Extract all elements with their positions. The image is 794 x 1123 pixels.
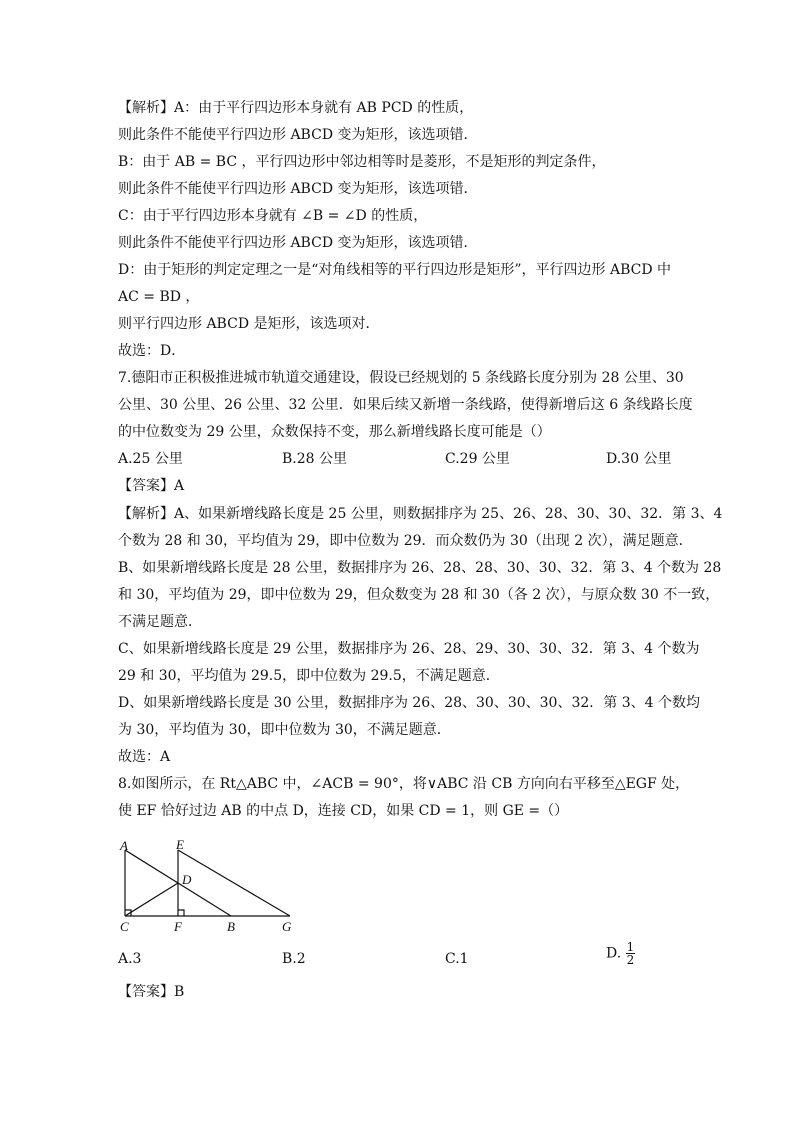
q8-option-d-label: D. xyxy=(606,945,622,962)
q7-choice-line: 故选：A xyxy=(118,749,171,765)
q7-analysis-2: 个数为 28 和 30，平均值为 29，即中位数为 29．而众数仍为 30（出现 2 次），满足题意． xyxy=(118,533,693,549)
q7-analysis-8: D、如果新增线路长度是 30 公里，数据排序为 26、28、30、30、30、32．第 3、4 个数均 xyxy=(118,695,700,711)
q7-option-b: B.28 公里 xyxy=(282,451,348,467)
q7-analysis-3: B、如果新增线路长度是 28 公里，数据排序为 26、28、28、30、30、32．第 3、4 个数为 28 xyxy=(118,560,722,576)
label-b: B xyxy=(227,919,235,934)
q7-analysis-7: 29 和 30，平均值为 29.5，即中位数为 29.5，不满足题意． xyxy=(118,668,500,684)
q8-option-b: B.2 xyxy=(282,951,306,967)
label-f: F xyxy=(174,919,182,934)
analysis-line-2: 则此条件不能使平行四边形 ABCD 变为矩形，该选项错． xyxy=(118,127,478,143)
q8-option-c: C.1 xyxy=(445,951,469,967)
q7-text-2: 公里、30 公里、26 公里、32 公里．如果后续又新增一条线路，使得新增后这 6 条线路长度 xyxy=(118,397,693,413)
q7-analysis-1: 【解析】A、如果新增线路长度是 25 公里，则数据排序为 25、26、28、30、30、32．第 3、4 xyxy=(118,506,723,522)
analysis-line-5: C：由于平行四边形本身就有 ∠B = ∠D 的性质， xyxy=(118,208,428,224)
fraction-denominator: 2 xyxy=(626,953,635,967)
analysis-line-7: D：由于矩形的判定定理之一是“对角线相等的平行四边形是矩形”，平行四边形 ABCD 中 xyxy=(118,262,672,278)
q8-option-d xyxy=(606,941,635,966)
label-a: A xyxy=(120,838,128,853)
q7-analysis-9: 为 30，平均值为 30，即中位数为 30，不满足题意． xyxy=(118,722,451,738)
label-g: G xyxy=(282,919,292,934)
q7-text-3: 的中位数变为 29 公里，众数保持不变，那么新增线路长度可能是（） xyxy=(118,424,551,440)
q8-text-1: 8.如图所示，在 Rt△ABC 中，∠ACB = 90°，将∨ABC 沿 CB 方向向右平移至△EGF 处， xyxy=(118,776,690,792)
q7-text-1: 7.德阳市正积极推进城市轨道交通建设，假设已经规划的 5 条线路长度分别为 28 公里、30 xyxy=(118,370,684,386)
analysis-line-4: 则此条件不能使平行四边形 ABCD 变为矩形，该选项错． xyxy=(118,181,478,197)
q7-analysis-4: 和 30，平均值为 29，即中位数为 29，但众数变为 28 和 30（各 2 次），与原众数 30 不一致， xyxy=(118,587,720,603)
q8-option-a: A.3 xyxy=(118,951,142,967)
q7-analysis-6: C、如果新增线路长度是 29 公里，数据排序为 26、28、29、30、30、32．第 3、4 个数为 xyxy=(118,641,700,657)
label-c: C xyxy=(120,919,129,934)
triangle-figure xyxy=(112,836,312,941)
label-e: E xyxy=(176,837,184,852)
q7-option-a: A.25 公里 xyxy=(118,451,183,467)
analysis-line-1: 【解析】A：由于平行四边形本身就有 AB PCD 的性质， xyxy=(118,100,474,116)
choice-line: 故选：D． xyxy=(118,343,186,359)
analysis-line-3: B：由于 AB = BC ，平行四边形中邻边相等时是菱形，不是矩形的判定条件， xyxy=(118,154,606,170)
analysis-line-8: AC = BD ， xyxy=(118,289,200,305)
analysis-line-9: 则平行四边形 ABCD 是矩形，该选项对． xyxy=(118,316,380,332)
q7-answer: 【答案】A xyxy=(118,478,185,494)
label-d: D xyxy=(182,872,192,887)
q8-text-2: 使 EF 恰好过边 AB 的中点 D，连接 CD，如果 CD = 1，则 GE =（） xyxy=(118,803,569,819)
fraction-numerator: 1 xyxy=(626,940,635,954)
analysis-line-6: 则此条件不能使平行四边形 ABCD 变为矩形，该选项错． xyxy=(118,235,478,251)
q7-analysis-5: 不满足题意． xyxy=(118,614,202,630)
q7-option-d: D.30 公里 xyxy=(606,451,672,467)
q8-answer: 【答案】B xyxy=(118,984,185,1000)
fraction xyxy=(626,941,636,966)
q7-option-c: C.29 公里 xyxy=(445,451,510,467)
